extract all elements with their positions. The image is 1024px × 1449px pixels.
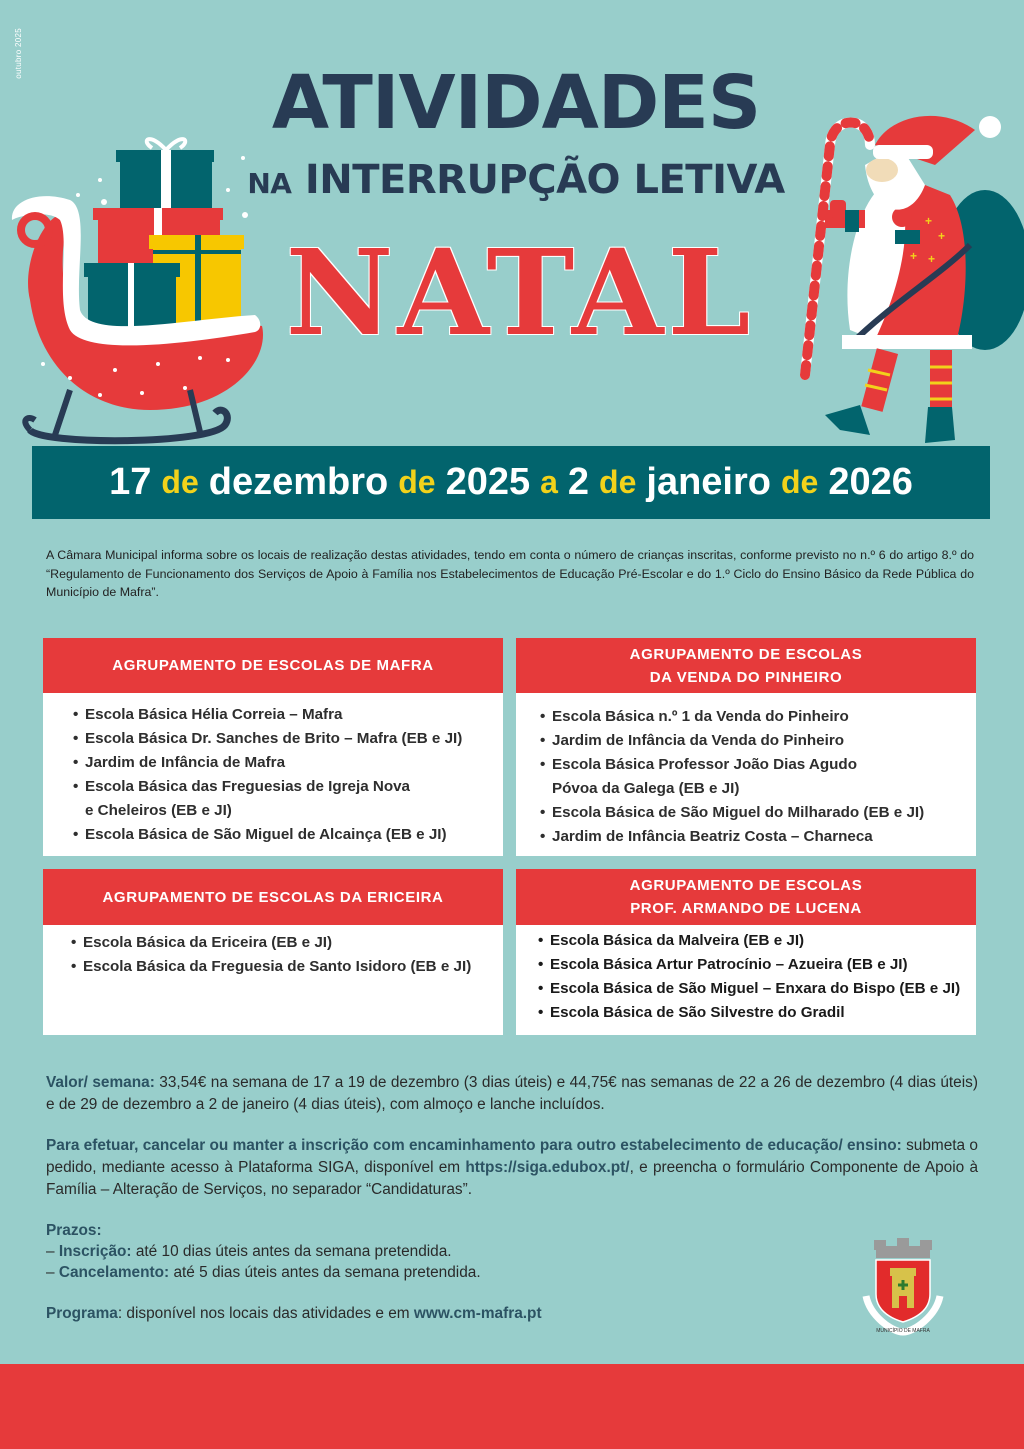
date-connector: de <box>781 464 819 500</box>
card-header <box>516 638 976 693</box>
website-link[interactable]: www.cm-mafra.pt <box>413 1305 542 1322</box>
deadline-item: – Cancelamento: até 5 dias úteis antes da semana pretendida. <box>46 1264 481 1281</box>
municipality-crest-logo <box>862 1236 944 1336</box>
deadlines-label: Prazos: <box>46 1222 102 1239</box>
list-item: • Escola Básica de São Miguel do Milharado (EB e JI) <box>540 801 976 825</box>
date-start-month: dezembro <box>208 461 389 503</box>
svg-text:+: + <box>938 229 946 243</box>
date-end-day: 2 <box>567 461 590 503</box>
list-item: • Jardim de Infância de Mafra <box>73 751 503 775</box>
enrollment-paragraph <box>46 1135 978 1201</box>
date-range-banner <box>32 446 990 519</box>
crest-label: MUNICÍPIO DE MAFRA <box>876 1328 930 1334</box>
svg-text:+: + <box>925 214 933 228</box>
card-header <box>43 638 503 693</box>
list-item: • Escola Básica da Ericeira (EB e JI) <box>71 931 503 955</box>
school-group-card-armando-de-lucena <box>516 869 976 1035</box>
publication-date-label: outubro 2025 <box>14 28 23 79</box>
date-end-year: 2026 <box>828 461 913 503</box>
program-paragraph <box>46 1303 978 1325</box>
program-label: Programa <box>46 1305 118 1322</box>
date-connector: de <box>398 464 436 500</box>
pricing-paragraph <box>46 1072 978 1116</box>
deadlines-section <box>46 1220 978 1283</box>
subtitle-text: INTERRUPÇÃO LETIVA <box>304 157 785 203</box>
list-item: • Escola Básica Artur Patrocínio – Azueira (EB e JI) <box>538 953 976 977</box>
intro-paragraph: A Câmara Municipal informa sobre os locais de realização destas atividades, tendo em conta o número de crianças inscritas, conforme previsto no n.º 6 do artigo 8.º do “Regulamento de Funcionamento dos Serviços de Apoio à Família nos Estabelecimentos de Educação Pré-Escolar e do 1.º Ciclo do Ensino Básico da Rede Pública do Município de Mafra”. <box>46 548 974 599</box>
list-item: • Escola Básica das Freguesias de Igreja Nova e Cheleiros (EB e JI) <box>73 775 503 823</box>
svg-text:+: + <box>928 252 936 266</box>
school-group-card-mafra <box>43 638 503 856</box>
pricing-text: 33,54€ na semana de 17 a 19 de dezembro (3 dias úteis) e 44,75€ nas semanas de 22 a 26 de dezembro (4 dias úteis) e de 29 de dezembro a 2 de janeiro (4 dias úteis), com almoço e lanche incluídos. <box>46 1074 978 1113</box>
page-title: ATIVIDADES <box>271 60 761 146</box>
card-header <box>516 869 976 925</box>
list-item: • Jardim de Infância da Venda do Pinheiro <box>540 729 976 753</box>
card-title-line2: DA VENDA DO PINHEIRO <box>649 668 843 686</box>
date-end-month: janeiro <box>646 461 771 503</box>
enrollment-text: submeta o pedido, mediante acesso à Plataforma SIGA, disponível em <box>46 1137 978 1176</box>
school-list <box>43 693 503 847</box>
date-connector: de <box>161 464 199 500</box>
subtitle-prefix: NA <box>247 167 292 200</box>
list-item: • Jardim de Infância Beatriz Costa – Charneca <box>540 825 976 849</box>
school-group-card-ericeira <box>43 869 503 1035</box>
theme-title: NATAL <box>285 223 755 362</box>
school-list <box>516 925 976 1025</box>
page-subtitle <box>246 157 786 203</box>
program-text: : disponível nos locais das atividades e em <box>117 1305 414 1322</box>
school-list <box>516 693 976 849</box>
santa-claus-illustration <box>790 105 1024 450</box>
list-item: • Escola Básica Hélia Correia – Mafra <box>73 703 503 727</box>
date-start-day: 17 <box>109 461 152 503</box>
school-list <box>43 925 503 979</box>
date-start-year: 2025 <box>445 461 531 503</box>
list-item: • Escola Básica da Freguesia de Santo Isidoro (EB e JI) <box>71 955 503 979</box>
list-item: • Escola Básica Professor João Dias Agudo Póvoa da Galega (EB e JI) <box>540 753 976 801</box>
list-item: • Escola Básica n.º 1 da Venda do Pinheiro <box>540 705 976 729</box>
list-item: • Escola Básica Dr. Sanches de Brito – Mafra (EB e JI) <box>73 727 503 751</box>
enrollment-label: Para efetuar, cancelar ou manter a inscrição com encaminhamento para outro estabelecimento de educação/ ensino: <box>46 1137 902 1154</box>
deadline-item: – Inscrição: até 10 dias úteis antes da semana pretendida. <box>46 1243 452 1260</box>
list-item: • Escola Básica da Malveira (EB e JI) <box>538 929 976 953</box>
pricing-label: Valor/ semana: <box>46 1074 155 1091</box>
siga-link[interactable]: https://siga.edubox.pt/ <box>465 1159 630 1176</box>
date-connector: de <box>599 464 637 500</box>
list-item: • Escola Básica de São Miguel – Enxara do Bispo (EB e JI) <box>538 977 976 1001</box>
card-title-line2: PROF. ARMANDO DE LUCENA <box>630 900 862 917</box>
card-title: AGRUPAMENTO DE ESCOLAS DA ERICEIRA <box>102 888 444 906</box>
card-title: AGRUPAMENTO DE ESCOLAS DE MAFRA <box>112 657 434 674</box>
school-group-card-venda-do-pinheiro <box>516 638 976 856</box>
card-title-line1: AGRUPAMENTO DE ESCOLAS <box>629 877 863 894</box>
svg-text:+: + <box>910 249 918 263</box>
card-header <box>43 869 503 925</box>
date-connector: a <box>540 464 558 500</box>
card-title-line1: AGRUPAMENTO DE ESCOLAS <box>629 645 863 663</box>
list-item: • Escola Básica de São Silvestre do Gradil <box>538 1001 976 1025</box>
list-item: • Escola Básica de São Miguel de Alcainça (EB e JI) <box>73 823 503 847</box>
enrollment-text-after: , e preencha o formulário Componente de Apoio à Família – Alteração de Serviços, no separador “Candidaturas”. <box>46 1159 979 1198</box>
footer-bar <box>0 1364 1024 1449</box>
